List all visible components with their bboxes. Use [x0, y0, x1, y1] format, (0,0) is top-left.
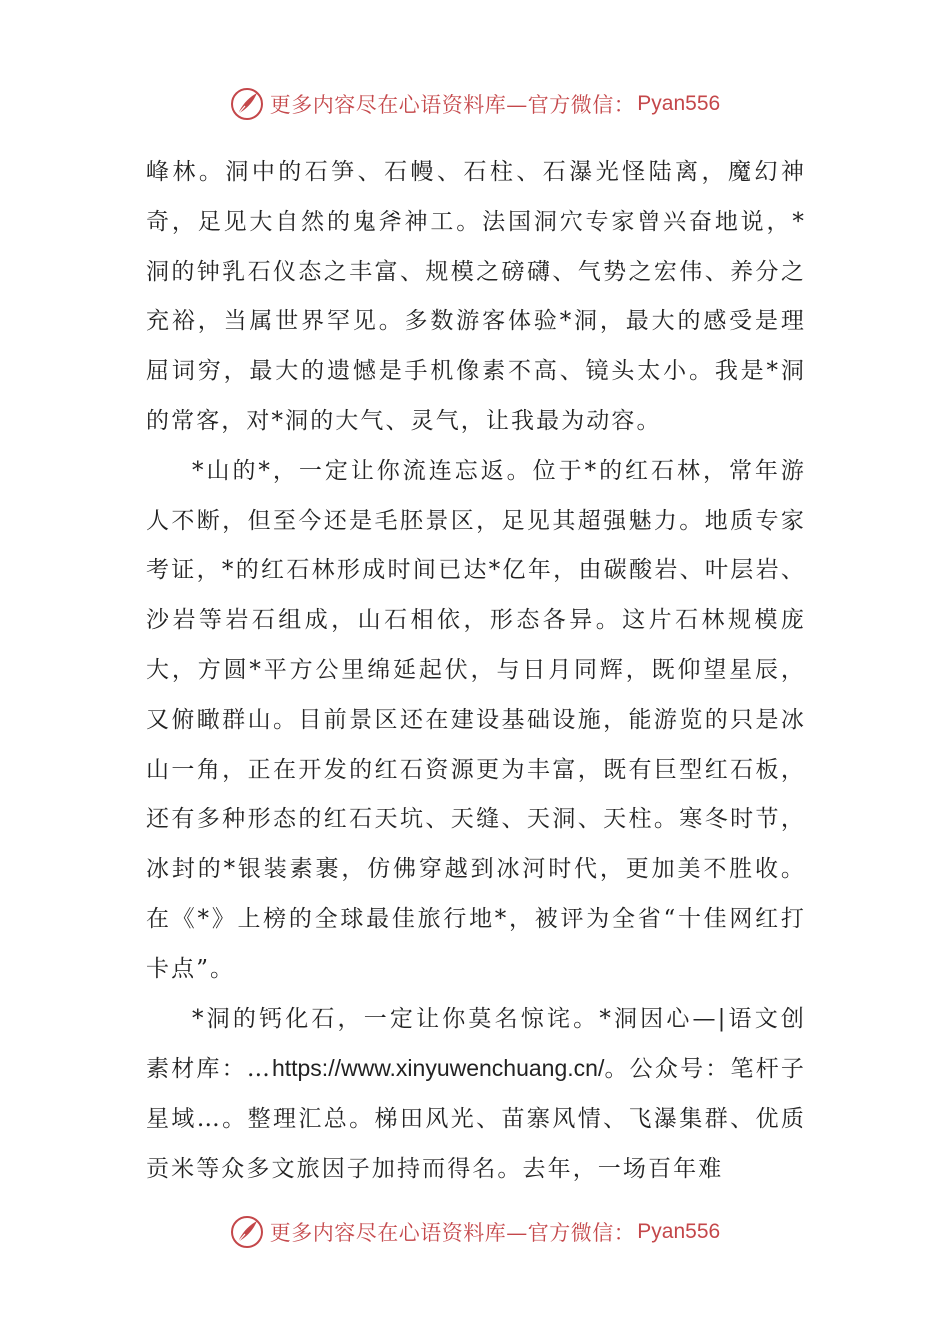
banner-text: 更多内容尽在心语资料库—官方微信：	[269, 93, 636, 117]
paragraph-3-text-before: *洞的钙化石，一定让你莫名惊诧。*洞因心—|语文创素材库：…	[146, 1005, 806, 1083]
wechat-id: Pyan556	[637, 92, 721, 115]
wechat-id: Pyan556	[637, 1220, 721, 1243]
paragraph-3	[146, 995, 806, 1195]
paragraph-3-text-after: 。公众号：笔杆子星域…。整理汇总。梯田风光、苗寨风情、飞瀑集群、优质贡米等众多文旅因子加持而得名。去年，一场百年难	[146, 1056, 806, 1182]
footer-banner	[0, 1212, 950, 1252]
quill-pen-icon	[230, 87, 264, 121]
banner-text: 更多内容尽在心语资料库—官方微信：	[269, 1221, 636, 1245]
quill-pen-icon	[230, 1215, 264, 1249]
paragraph-1: 峰林。洞中的石笋、石幔、石柱、石瀑光怪陆离，魔幻神奇，足见大自然的鬼斧神工。法国洞穴专家曾兴奋地说，*洞的钟乳石仪态之丰富、规模之磅礴、气势之宏伟、养分之充裕，当属世界罕见。多数游客体验*洞，最大的感受是理屈词穷，最大的遗憾是手机像素不高、镜头太小。我是*洞的常客，对*洞的大气、灵气，让我最为动容。	[146, 159, 806, 434]
website-url: https://www.xinyuwenchuang.cn/	[271, 1055, 605, 1082]
document-body	[146, 148, 806, 1195]
paragraph-2: *山的*，一定让你流连忘返。位于*的红石林，常年游人不断，但至今还是毛胚景区，足见其超强魅力。地质专家考证，*的红石林形成时间已达*亿年，由碳酸岩、叶层岩、沙岩等岩石组成，山石相依，形态各异。这片石林规模庞大，方圆*平方公里绵延起伏，与日月同辉，既仰望星辰，又俯瞰群山。目前景区还在建设基础设施，能游览的只是冰山一角，正在开发的红石资源更为丰富，既有巨型红石板，还有多种形态的红石天坑、天缝、天洞、天柱。寒冬时节，冰封的*银装素裹，仿佛穿越到冰河时代，更加美不胜收。在《*》上榜的全球最佳旅行地*，被评为全省“十佳网红打卡点”。	[146, 457, 806, 982]
header-banner	[0, 84, 950, 124]
